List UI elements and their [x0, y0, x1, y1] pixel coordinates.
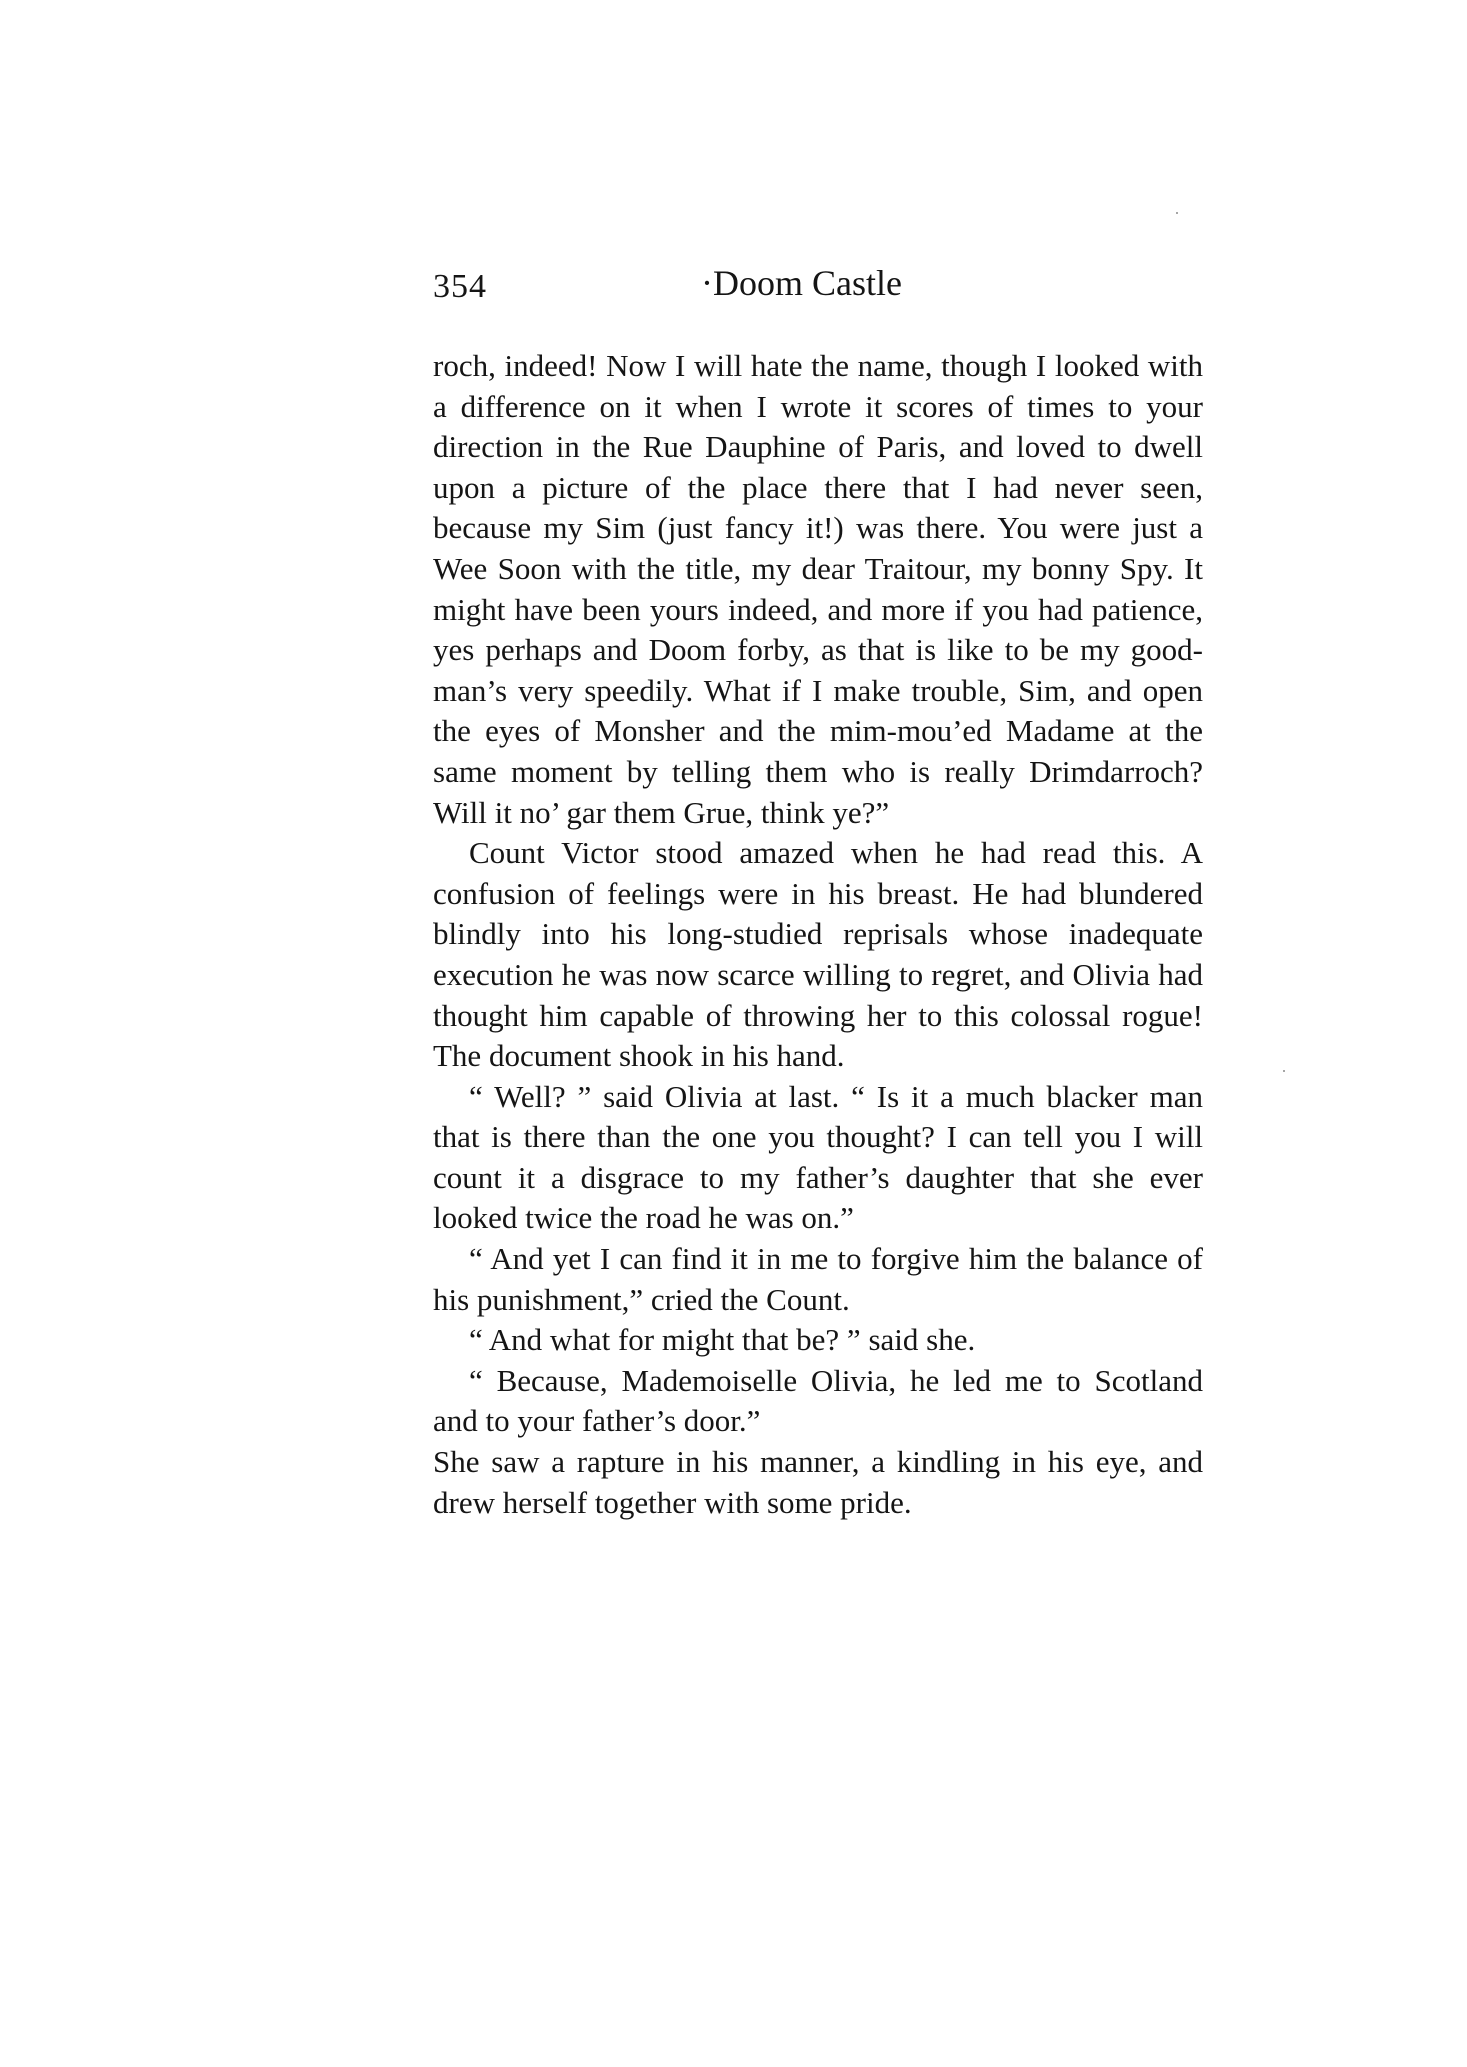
print-speck — [1283, 1070, 1285, 1072]
paragraph: “ Because, Mademoiselle Olivia, he led me to Scotland and to your father’s door.” — [433, 1362, 1203, 1439]
paragraph: “ Well? ” said Olivia at last. “ Is it a much blacker man that is there than the one you thought? I can tell you I will count it a disgrace to my father’s daughter that she ever looked twice the road he was on.” — [433, 1078, 1203, 1236]
print-speck — [1176, 212, 1178, 214]
paragraph: “ And yet I can find it in me to forgive him the balance of his punishment,” cried the Count. — [433, 1241, 1203, 1317]
paragraph: She saw a rapture in his manner, a kindling in his eye, and drew herself together with some pride. — [433, 1444, 1203, 1520]
running-title: ·Doom Castle — [701, 263, 902, 303]
paragraph: “ And what for might that be? ” said she. — [469, 1322, 976, 1358]
paragraph: roch, indeed! Now I will hate the name, though I looked with a difference on it when I wrote it scores of times to your direction in the Rue Dauphine of Paris, and loved to dwell upon a picture of the place there that I had never seen, because my Sim (just fancy it!) was there. You were just a Wee Soon with the title, my dear Traitour, my bonny Spy. It might have been yours indeed, and more if you had patience, yes perhaps and Doom forby, as that is like to be my good-man’s very speedily. What if I make trouble, Sim, and open the eyes of Monsher and the mim-mou’ed Madame at the same moment by telling them who is really Drimdarroch? Will it no’ gar them Grue, think ye?” — [433, 348, 1203, 830]
body-text — [433, 346, 1203, 1523]
page-number: 354 — [433, 268, 487, 305]
paragraph: Count Victor stood amazed when he had read this. A confusion of feelings were in his breast. He had blundered blindly into his long-studied reprisals whose inadequate execution he was now scarce willing to regret, and Olivia had thought him capable of throwing her to this colossal rogue! The document shook in his hand. — [433, 835, 1203, 1074]
page-header — [433, 262, 1203, 312]
